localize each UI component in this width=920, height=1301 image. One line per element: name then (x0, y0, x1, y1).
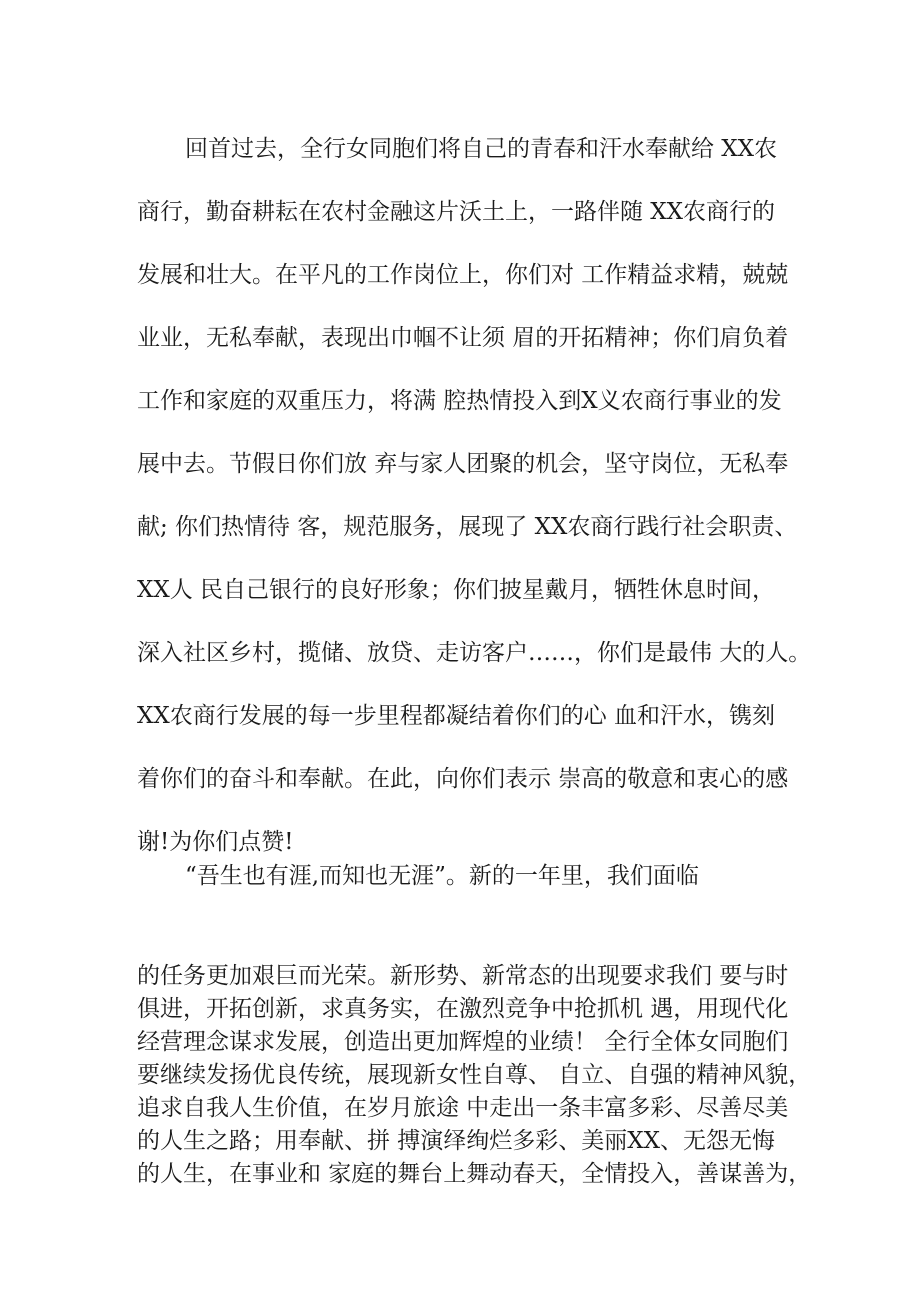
text-line: 商行，勤奋耕耘在农村金融这片沃土上，一路伴随 XX农商行的 (137, 199, 776, 225)
text-line: XX人 民自己银行的良好形象；你们披星戴月，牺牲休息时间， (137, 577, 776, 603)
paragraph-tribute (137, 118, 812, 874)
text-line: XX农商行发展的每一步里程都凝结着你们的心 血和汗水，镌刻 (137, 703, 776, 729)
text-line: 发展和壮大。在平凡的工作岗位上，你们对 工作精益求精，兢兢 (137, 262, 789, 288)
text-line: 回首过去，全行女同胞们将自己的青春和汗水奉献给 XX农 (185, 136, 778, 162)
text-line: 俱进，开拓创新，求真务实，在激烈竞争中抢抓机 遇，用现代化 (137, 996, 789, 1022)
text-line: 的人生，在事业和 家庭的舞台上舞动春天，全情投入，善谋善为， (137, 1161, 812, 1187)
text-line: 要继续发扬优良传统，展现新女性自尊、 自立、自强的精神风貌， (137, 1062, 812, 1088)
text-line: 追求自我人生价值，在岁月旅途 中走出一条丰富多彩、尽善尽美 (137, 1095, 789, 1121)
text-line: 的人生之路；用奉献、拼 搏演绎绚烂多彩、美丽XX、无怨无悔 (137, 1128, 776, 1154)
text-line: 展中去。节假日你们放 弃与家人团聚的机会，坚守岗位，无私奉 (137, 451, 789, 477)
text-line: 深入社区乡村，揽储、放贷、走访客户……，你们是最伟 大的人。 (137, 640, 812, 666)
text-line: 着你们的奋斗和奉献。在此，向你们表示 崇高的敬意和衷心的感 (137, 766, 789, 792)
text-line: 经营理念谋求发展，创造出更加辉煌的业绩！ 全行全体女同胞们 (137, 1029, 789, 1055)
text-line: 业业，无私奉献，表现出巾帼不让须 眉的开拓精神；你们肩负着 (137, 325, 789, 351)
text-line: 谢!为你们点赞! (137, 829, 294, 855)
paragraph-quote (137, 845, 797, 908)
text-line: “吾生也有涯,而知也无涯”。新的一年里，我们面临 (185, 863, 699, 889)
text-line: 工作和家庭的双重压力，将满 腔热情投入到X义农商行事业的发 (137, 388, 782, 414)
paragraph-outlook (137, 960, 812, 1191)
text-line: 献; 你们热情待 客，规范服务，展现了 XX农商行践行社会职责、 (137, 514, 798, 540)
text-line: 的任务更加艰巨而光荣。新形势、新常态的出现要求我们 要与时 (137, 963, 789, 989)
